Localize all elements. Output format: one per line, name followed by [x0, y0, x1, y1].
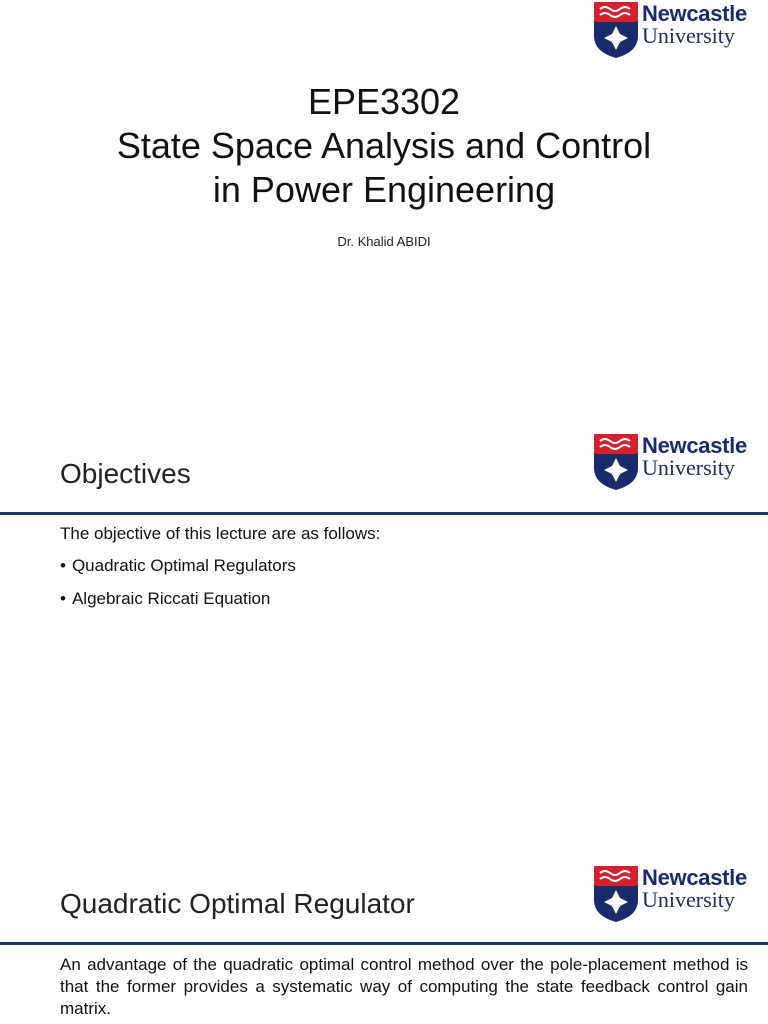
slide-heading: Objectives [60, 458, 191, 489]
title-line: State Space Analysis and Control [116, 125, 652, 166]
title-slide [0, 0, 768, 330]
newcastle-university-logo [594, 2, 747, 58]
title-line: in Power Engineering [212, 169, 556, 210]
logo-wordmark-line2: University [642, 887, 735, 912]
intro-text: The objective of this lecture are as follows: [60, 524, 381, 543]
heading-divider [0, 512, 768, 515]
logo-wordmark-line2: University [642, 455, 735, 480]
author-name: Dr. Khalid ABIDI [337, 234, 431, 249]
newcastle-university-logo [594, 866, 747, 922]
university-crest-icon [594, 434, 638, 490]
quadratic-regulator-slide [0, 862, 768, 1024]
slide-title [0, 80, 768, 212]
logo-wordmark-line1: Newcastle [642, 1, 747, 26]
heading-divider [0, 942, 768, 945]
slide-heading: Quadratic Optimal Regulator [60, 888, 415, 919]
title-line: EPE3302 [307, 81, 461, 122]
university-crest-icon [594, 2, 638, 58]
body-paragraph: An advantage of the quadratic optimal control method over the pole-placement method is that the former provides a systematic way of computing the state feedback control gain matrix. [60, 955, 748, 1018]
university-crest-icon [594, 866, 638, 922]
objectives-slide [0, 430, 768, 760]
newcastle-university-logo [594, 434, 747, 490]
list-item [60, 556, 296, 589]
logo-wordmark-line1: Newcastle [642, 433, 747, 458]
bullet-icon: • [60, 556, 66, 575]
list-item-text: Quadratic Optimal Regulators [71, 556, 296, 575]
list-item [60, 589, 296, 622]
logo-wordmark-line2: University [642, 23, 735, 48]
logo-wordmark-line1: Newcastle [642, 865, 747, 890]
list-item-text: Algebraic Riccati Equation [71, 589, 271, 608]
bullet-icon: • [60, 589, 66, 608]
objectives-list [60, 556, 296, 622]
